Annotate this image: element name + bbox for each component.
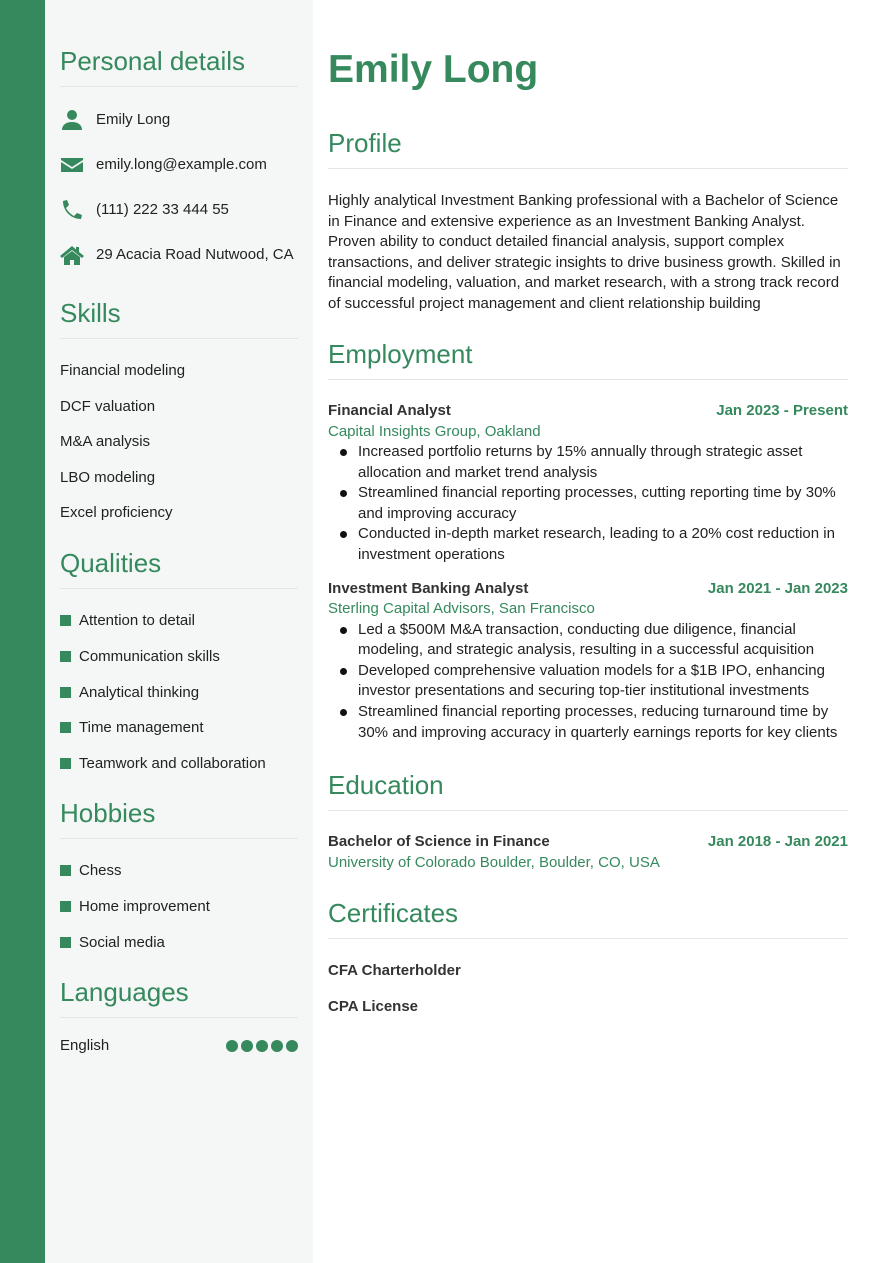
education-entry [328,832,848,873]
hobby-item [60,924,298,960]
rating-dot-icon [226,1040,238,1052]
square-bullet-icon [60,758,71,769]
skill-item: Financial modeling [60,362,186,379]
user-icon [60,108,84,132]
home-icon [60,243,84,267]
personal-email-text: emily.long@example.com [96,156,267,173]
divider [60,338,298,339]
personal-email [60,142,298,187]
sidebar [45,0,313,1263]
language-item [60,1037,298,1054]
certificate-item: CPA License [328,997,419,1015]
hobbies-section [60,798,298,960]
square-bullet-icon [60,937,71,948]
language-name: English [60,1037,110,1054]
section-title: Employment [328,339,473,369]
personal-name-text: Emily Long [96,111,171,128]
square-bullet-icon [60,865,71,876]
skill-item: Excel proficiency [60,504,173,521]
square-bullet-icon [60,651,71,662]
job-bullet: Streamlined financial reporting processes, reducing turnaround time by 30% and improving accuracy in quarterly earnings reports for key clients [328,702,848,743]
rating-dot-icon [241,1040,253,1052]
skills-section [60,298,298,531]
hobby-text: Social media [79,933,165,951]
job-dates: Jan 2021 - Jan 2023 [707,579,848,597]
section-title: Personal details [60,46,245,76]
square-bullet-icon [60,722,71,733]
job-entry [328,401,848,566]
rating-dot-icon [286,1040,298,1052]
quality-item [60,710,298,746]
quality-item [60,639,298,675]
personal-phone-text: (111) 222 33 444 55 [96,201,229,218]
hobby-text: Home improvement [79,898,210,916]
job-bullet: Developed comprehensive valuation models for a $1B IPO, enhancing investor presentations and securing top-tier institutional investments [328,661,848,702]
square-bullet-icon [60,687,71,698]
profile-text: Highly analytical Investment Banking professional with a Bachelor of Science in Finance and extensive experience as an Investment Banking Analyst. Proven ability to conduct detailed financial analysis, support complex transactions, and deliver strategic insights to drive business growth. Skilled in financial modeling, valuation, and market research, with a strong track record of successful project management and client relationship building [328,192,841,312]
qualities-section [60,548,298,781]
education-section [328,770,848,873]
envelope-icon [60,153,84,177]
degree: Bachelor of Science in Finance [328,833,550,850]
job-organization: Capital Insights Group, Oakland [328,422,541,440]
personal-phone [60,187,298,232]
quality-text: Analytical thinking [79,683,200,701]
job-bullet: Conducted in-depth market research, leading to a 20% cost reduction in investment operations [328,524,848,565]
languages-section [60,977,298,1054]
quality-item [60,603,298,639]
divider [60,588,298,589]
personal-address-text: 29 Acacia Road Nutwood, CA [96,246,294,263]
employment-section [328,339,848,756]
job-title: Financial Analyst [328,402,451,419]
section-title: Certificates [328,898,459,928]
certificates-section [328,898,848,1024]
quality-item [60,746,298,782]
job-bullet: Streamlined financial reporting processes, cutting reporting time by 30% and improving accuracy [328,483,848,524]
rating-dot-icon [271,1040,283,1052]
hobby-item [60,889,298,925]
school: University of Colorado Boulder, Boulder, CO, USA [328,853,660,871]
personal-name [60,97,298,142]
language-level-rating [226,1040,298,1052]
job-bullet: Led a $500M M&A transaction, conducting due diligence, financial modeling, and strategic analysis, resulting in a successful acquisition [328,620,848,661]
divider [328,168,848,169]
quality-item [60,674,298,710]
section-title: Profile [328,128,402,158]
section-title: Education [328,770,444,800]
accent-stripe [0,0,45,1263]
section-title: Qualities [60,548,162,578]
personal-details-section [60,46,298,277]
education-dates: Jan 2018 - Jan 2021 [707,833,848,850]
rating-dot-icon [256,1040,268,1052]
divider [60,838,298,839]
divider [60,86,298,87]
divider [60,1017,298,1018]
job-organization: Sterling Capital Advisors, San Francisco [328,600,595,618]
section-title: Skills [60,298,121,328]
skill-item: M&A analysis [60,433,151,450]
quality-text: Teamwork and collaboration [79,755,266,773]
job-dates: Jan 2023 - Present [716,402,848,419]
job-bullet: Increased portfolio returns by 15% annually through strategic asset allocation and market trend analysis [328,442,848,483]
divider [328,938,848,939]
quality-text: Communication skills [79,648,220,666]
section-title: Hobbies [60,798,156,828]
personal-address [60,232,298,277]
candidate-name: Emily Long [328,48,539,91]
square-bullet-icon [60,901,71,912]
quality-text: Attention to detail [79,612,195,630]
divider [328,379,848,380]
hobby-text: Chess [79,862,122,880]
profile-section [328,128,848,315]
job-title: Investment Banking Analyst [328,579,529,597]
job-entry [328,579,848,744]
skill-item: LBO modeling [60,468,156,486]
certificate-item: CFA Charterholder [328,962,461,979]
skill-item: DCF valuation [60,397,156,415]
phone-icon [60,198,84,222]
quality-text: Time management [79,719,204,737]
square-bullet-icon [60,615,71,626]
divider [328,810,848,811]
hobby-item [60,853,298,889]
section-title: Languages [60,977,189,1007]
